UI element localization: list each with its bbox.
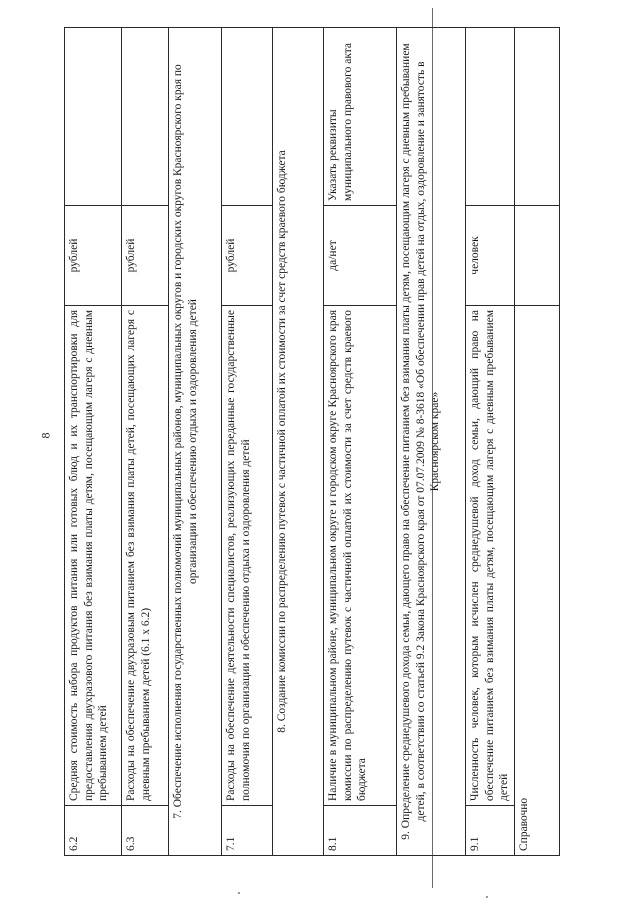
section-title: 9. Определение среднедушевого дохода семьи, дающего право на обеспечение питанием без взимания платы детям, посещающим лагеря с дневным пребыванием детей, в соответствии со статьей 9.2 Закона Красноярского края от 07.07.2009 № 8-3618 «Об обеспечении прав детей на отдых, оздоровление и занятость в Красноярском крае»	[397, 28, 466, 856]
reference-label: Справочно	[515, 306, 560, 856]
indicators-table	[64, 27, 560, 856]
page-number: 8	[38, 432, 53, 439]
row-note	[466, 28, 515, 206]
table-row	[122, 28, 169, 856]
section-row	[169, 28, 222, 856]
row-text: Средняя стоимость набора продуктов питания или готовых блюд и их транспортировки для предоставления двухразового питания без взимания платы детям, посещающим лагеря с дневным пребыванием детей	[65, 306, 122, 806]
row-unit: рублей	[122, 206, 169, 306]
row-number: 6.3	[122, 806, 169, 856]
row-text: Наличие в муниципальном районе, муниципальном округе и городском округе Красноярского края комиссии по распределению путевок с частичной оплатой их стоимости за счет средств краевого бюджета	[324, 306, 397, 806]
row-number: 6.2	[65, 806, 122, 856]
section-row	[273, 28, 324, 856]
row-text: Расходы на обеспечение двухразовым питанием без взимания платы детей, посещающих лагеря с дневным пребыванием детей (6.1 х 6.2)	[122, 306, 169, 806]
rotated-table-wrapper	[64, 28, 544, 856]
table-row	[324, 28, 397, 856]
row-unit: да/нет	[324, 206, 397, 306]
reference-note	[515, 28, 560, 206]
row-text: Расходы на обеспечение деятельности специалистов, реализующих переданные государственные полномочия по организации и обеспечению отдыха и оздоровления детей	[222, 306, 273, 806]
table-row	[466, 28, 515, 856]
section-title: 7. Обеспечение исполнения государственных полномочий муниципальных районов, муниципальных округов и городских округов Красноярского края по организации и обеспечению отдыха и оздоровления детей	[169, 28, 222, 856]
table-row	[222, 28, 273, 856]
row-unit: рублей	[65, 206, 122, 306]
scan-speck	[486, 896, 488, 898]
row-number: 7.1	[222, 806, 273, 856]
reference-unit	[515, 206, 560, 306]
row-number: 8.1	[324, 806, 397, 856]
row-note	[222, 28, 273, 206]
row-note: Указать реквизиты муниципального правового акта	[324, 28, 397, 206]
row-unit: рублей	[222, 206, 273, 306]
section-title: 8. Создание комиссии по распределению путевок с частичной оплатой их стоимости за счет средств краевого бюджета	[273, 28, 324, 856]
row-note	[65, 28, 122, 206]
row-unit: человек	[466, 206, 515, 306]
table-row	[65, 28, 122, 856]
row-note	[122, 28, 169, 206]
row-text: Численность человек, которым исчислен среднедушевой доход семьи, дающий право на обеспечение питанием без взимания платы детям, посещающим лагеря с дневным пребыванием детей	[466, 306, 515, 806]
scan-speck	[238, 892, 240, 894]
section-row	[397, 28, 466, 856]
reference-row	[515, 28, 560, 856]
row-number: 9.1	[466, 806, 515, 856]
